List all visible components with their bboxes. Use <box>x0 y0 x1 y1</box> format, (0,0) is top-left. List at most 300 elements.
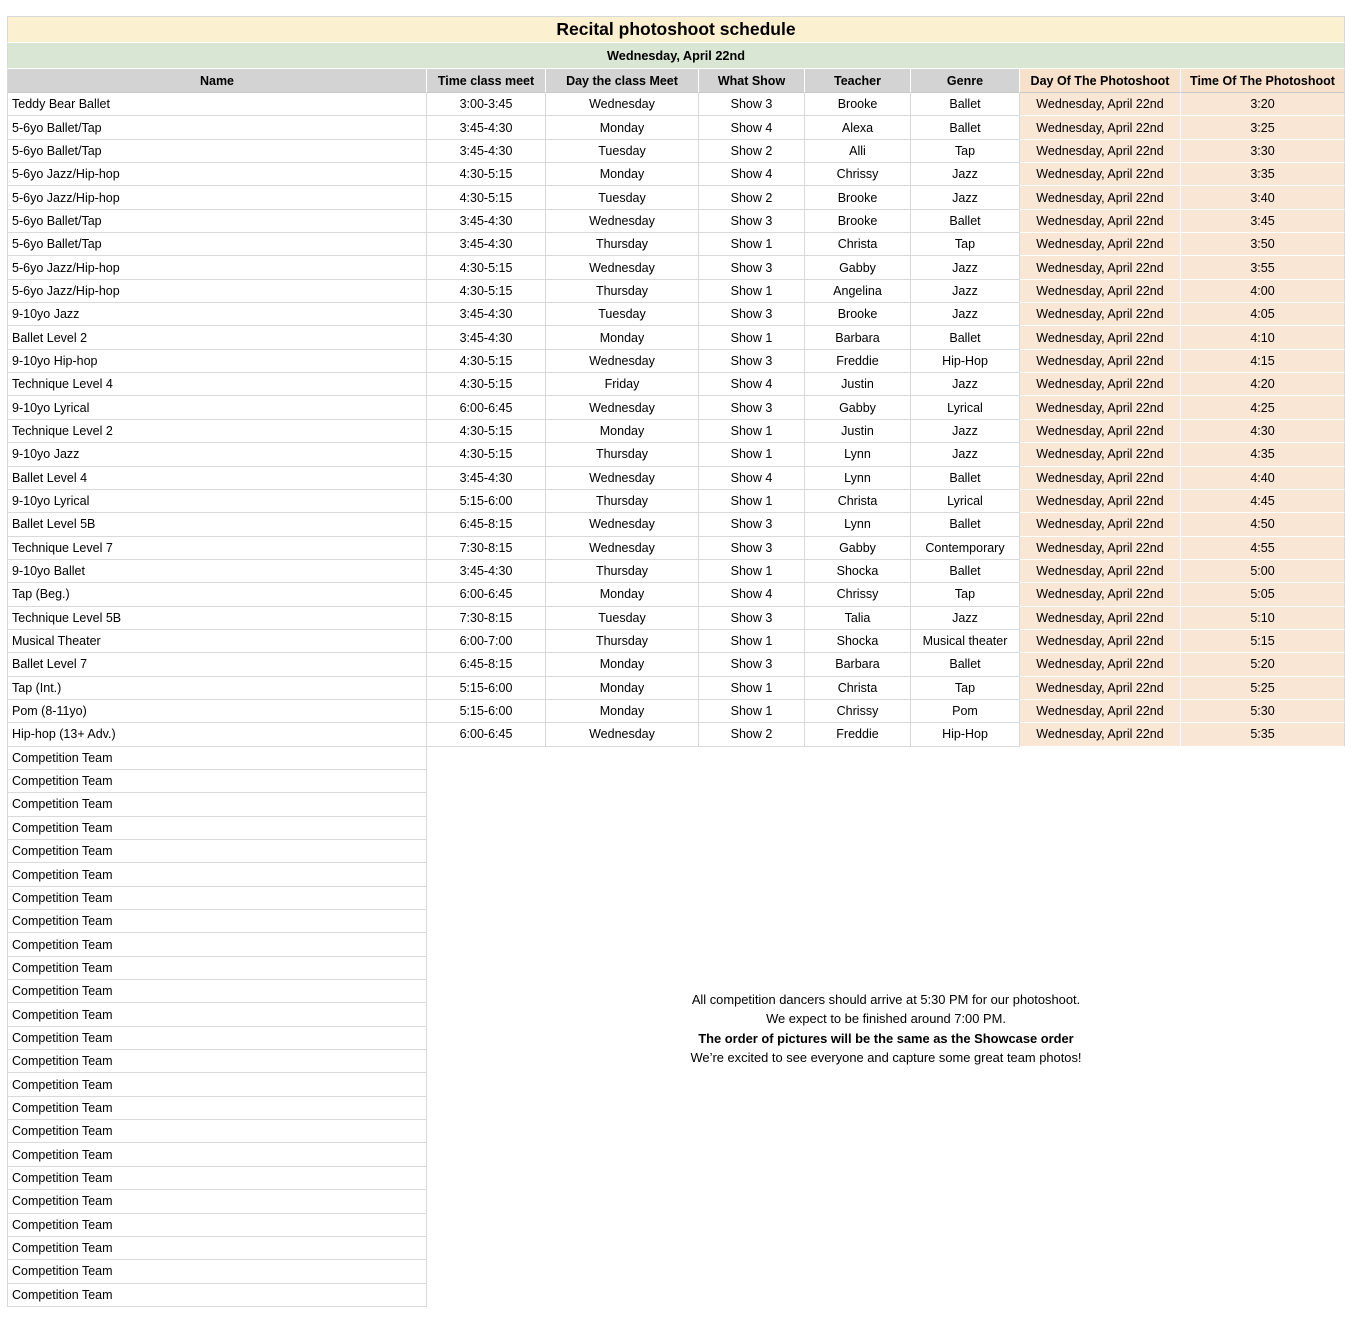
competition-team-row <box>7 887 1345 910</box>
cell-day-class-meet: Wednesday <box>546 210 699 233</box>
cell-time-class-meet: 4:30-5:15 <box>427 163 546 186</box>
cell-photoshoot-day: Wednesday, April 22nd <box>1020 140 1181 163</box>
cell-what-show: Show 2 <box>699 186 805 209</box>
cell-time-class-meet: 3:45-4:30 <box>427 326 546 349</box>
cell-teacher: Brooke <box>805 210 911 233</box>
cell-time-class-meet: 6:00-6:45 <box>427 723 546 746</box>
cell-what-show: Show 1 <box>699 630 805 653</box>
cell-day-class-meet: Monday <box>546 163 699 186</box>
cell-time-class-meet: 5:15-6:00 <box>427 490 546 513</box>
cell-name: Competition Team <box>7 1097 427 1120</box>
cell-day-class-meet: Wednesday <box>546 350 699 373</box>
competition-team-row <box>7 1284 1345 1307</box>
cell-photoshoot-time: 4:40 <box>1181 467 1345 490</box>
competition-team-row <box>7 1167 1345 1190</box>
table-row <box>7 116 1345 139</box>
cell-time-class-meet: 3:45-4:30 <box>427 303 546 326</box>
cell-teacher: Freddie <box>805 723 911 746</box>
page-title: Recital photoshoot schedule <box>7 16 1345 43</box>
cell-name: 5-6yo Jazz/Hip-hop <box>7 186 427 209</box>
cell-name: 9-10yo Lyrical <box>7 396 427 419</box>
column-header-photoshoot-day: Day Of The Photoshoot <box>1020 69 1181 93</box>
cell-photoshoot-time: 4:30 <box>1181 420 1345 443</box>
table-row <box>7 537 1345 560</box>
table-header-row <box>7 69 1345 93</box>
cell-photoshoot-day: Wednesday, April 22nd <box>1020 163 1181 186</box>
competition-team-row <box>7 1097 1345 1120</box>
cell-name: Competition Team <box>7 1214 427 1237</box>
cell-photoshoot-time: 4:10 <box>1181 326 1345 349</box>
table-row <box>7 350 1345 373</box>
cell-genre: Ballet <box>911 93 1020 116</box>
cell-photoshoot-time: 5:15 <box>1181 630 1345 653</box>
cell-photoshoot-day: Wednesday, April 22nd <box>1020 723 1181 746</box>
cell-photoshoot-time: 4:35 <box>1181 443 1345 466</box>
cell-name: Competition Team <box>7 1167 427 1190</box>
competition-team-row <box>7 957 1345 980</box>
table-row <box>7 210 1345 233</box>
cell-name: Competition Team <box>7 1284 427 1307</box>
cell-photoshoot-time: 3:40 <box>1181 186 1345 209</box>
cell-photoshoot-day: Wednesday, April 22nd <box>1020 630 1181 653</box>
column-header-what-show: What Show <box>699 69 805 93</box>
cell-photoshoot-time: 5:30 <box>1181 700 1345 723</box>
competition-team-row <box>7 1260 1345 1283</box>
cell-day-class-meet: Wednesday <box>546 467 699 490</box>
cell-name: Competition Team <box>7 887 427 910</box>
cell-time-class-meet: 4:30-5:15 <box>427 350 546 373</box>
cell-time-class-meet: 3:00-3:45 <box>427 93 546 116</box>
cell-photoshoot-time: 5:35 <box>1181 723 1345 746</box>
schedule-sheet <box>7 16 1345 1307</box>
cell-day-class-meet: Wednesday <box>546 723 699 746</box>
cell-what-show: Show 1 <box>699 700 805 723</box>
competition-team-row <box>7 747 1345 770</box>
cell-photoshoot-day: Wednesday, April 22nd <box>1020 256 1181 279</box>
cell-what-show: Show 1 <box>699 490 805 513</box>
cell-genre: Ballet <box>911 560 1020 583</box>
column-header-time-class-meet: Time class meet <box>427 69 546 93</box>
cell-genre: Jazz <box>911 607 1020 630</box>
cell-day-class-meet: Tuesday <box>546 607 699 630</box>
cell-teacher: Barbara <box>805 653 911 676</box>
cell-photoshoot-day: Wednesday, April 22nd <box>1020 210 1181 233</box>
table-row <box>7 373 1345 396</box>
cell-genre: Jazz <box>911 256 1020 279</box>
table-row <box>7 723 1345 746</box>
cell-what-show: Show 3 <box>699 350 805 373</box>
cell-teacher: Talia <box>805 607 911 630</box>
column-header-name: Name <box>7 69 427 93</box>
table-row <box>7 326 1345 349</box>
cell-name: 9-10yo Lyrical <box>7 490 427 513</box>
cell-photoshoot-time: 3:35 <box>1181 163 1345 186</box>
cell-day-class-meet: Monday <box>546 583 699 606</box>
cell-photoshoot-time: 4:15 <box>1181 350 1345 373</box>
cell-day-class-meet: Wednesday <box>546 256 699 279</box>
cell-photoshoot-day: Wednesday, April 22nd <box>1020 467 1181 490</box>
cell-day-class-meet: Monday <box>546 116 699 139</box>
cell-what-show: Show 1 <box>699 677 805 700</box>
cell-day-class-meet: Tuesday <box>546 186 699 209</box>
cell-what-show: Show 1 <box>699 560 805 583</box>
cell-day-class-meet: Thursday <box>546 280 699 303</box>
table-body <box>7 93 1345 747</box>
cell-photoshoot-time: 4:05 <box>1181 303 1345 326</box>
column-header-teacher: Teacher <box>805 69 911 93</box>
cell-photoshoot-day: Wednesday, April 22nd <box>1020 490 1181 513</box>
cell-genre: Hip-Hop <box>911 350 1020 373</box>
competition-team-row <box>7 1143 1345 1166</box>
cell-teacher: Brooke <box>805 303 911 326</box>
competition-team-row <box>7 1120 1345 1143</box>
cell-teacher: Chrissy <box>805 163 911 186</box>
cell-name: Ballet Level 7 <box>7 653 427 676</box>
cell-teacher: Lynn <box>805 513 911 536</box>
table-row <box>7 443 1345 466</box>
cell-photoshoot-time: 3:45 <box>1181 210 1345 233</box>
table-row <box>7 467 1345 490</box>
cell-time-class-meet: 5:15-6:00 <box>427 700 546 723</box>
cell-photoshoot-time: 3:55 <box>1181 256 1345 279</box>
cell-photoshoot-time: 3:30 <box>1181 140 1345 163</box>
cell-name: Competition Team <box>7 1143 427 1166</box>
cell-name: 5-6yo Ballet/Tap <box>7 116 427 139</box>
cell-name: Ballet Level 4 <box>7 467 427 490</box>
cell-photoshoot-time: 5:00 <box>1181 560 1345 583</box>
table-row <box>7 186 1345 209</box>
table-row <box>7 163 1345 186</box>
cell-genre: Tap <box>911 677 1020 700</box>
cell-what-show: Show 3 <box>699 653 805 676</box>
cell-photoshoot-day: Wednesday, April 22nd <box>1020 677 1181 700</box>
competition-team-row <box>7 817 1345 840</box>
competition-team-row <box>7 1237 1345 1260</box>
cell-time-class-meet: 6:45-8:15 <box>427 513 546 536</box>
cell-name: Competition Team <box>7 1260 427 1283</box>
table-row <box>7 280 1345 303</box>
cell-day-class-meet: Friday <box>546 373 699 396</box>
cell-what-show: Show 3 <box>699 537 805 560</box>
cell-genre: Jazz <box>911 186 1020 209</box>
cell-time-class-meet: 3:45-4:30 <box>427 467 546 490</box>
cell-day-class-meet: Thursday <box>546 233 699 256</box>
cell-genre: Hip-Hop <box>911 723 1020 746</box>
cell-name: 5-6yo Jazz/Hip-hop <box>7 163 427 186</box>
cell-name: Competition Team <box>7 1190 427 1213</box>
cell-photoshoot-day: Wednesday, April 22nd <box>1020 560 1181 583</box>
table-row <box>7 560 1345 583</box>
cell-name: Ballet Level 5B <box>7 513 427 536</box>
cell-name: Competition Team <box>7 770 427 793</box>
cell-name: Competition Team <box>7 1237 427 1260</box>
cell-genre: Jazz <box>911 280 1020 303</box>
cell-name: Tap (Beg.) <box>7 583 427 606</box>
cell-name: Competition Team <box>7 793 427 816</box>
cell-day-class-meet: Monday <box>546 677 699 700</box>
cell-what-show: Show 1 <box>699 233 805 256</box>
cell-name: Musical Theater <box>7 630 427 653</box>
cell-day-class-meet: Wednesday <box>546 396 699 419</box>
cell-teacher: Lynn <box>805 467 911 490</box>
cell-name: Competition Team <box>7 1120 427 1143</box>
cell-name: Technique Level 2 <box>7 420 427 443</box>
cell-what-show: Show 3 <box>699 210 805 233</box>
cell-time-class-meet: 3:45-4:30 <box>427 116 546 139</box>
table-row <box>7 233 1345 256</box>
cell-name: 9-10yo Jazz <box>7 443 427 466</box>
cell-photoshoot-day: Wednesday, April 22nd <box>1020 93 1181 116</box>
column-header-day-class-meet: Day the class Meet <box>546 69 699 93</box>
cell-teacher: Chrissy <box>805 700 911 723</box>
cell-time-class-meet: 5:15-6:00 <box>427 677 546 700</box>
cell-what-show: Show 2 <box>699 140 805 163</box>
competition-team-row <box>7 1190 1345 1213</box>
cell-name: 5-6yo Ballet/Tap <box>7 140 427 163</box>
competition-note <box>427 990 1345 1067</box>
cell-genre: Tap <box>911 233 1020 256</box>
cell-what-show: Show 4 <box>699 467 805 490</box>
cell-teacher: Brooke <box>805 93 911 116</box>
table-row <box>7 677 1345 700</box>
note-line-order: The order of pictures will be the same as the Showcase order <box>698 1030 1074 1046</box>
cell-genre: Pom <box>911 700 1020 723</box>
cell-photoshoot-time: 3:25 <box>1181 116 1345 139</box>
cell-what-show: Show 1 <box>699 420 805 443</box>
cell-photoshoot-time: 4:50 <box>1181 513 1345 536</box>
cell-teacher: Lynn <box>805 443 911 466</box>
competition-team-row <box>7 910 1345 933</box>
cell-genre: Ballet <box>911 467 1020 490</box>
cell-name: Competition Team <box>7 980 427 1003</box>
cell-day-class-meet: Thursday <box>546 443 699 466</box>
table-row <box>7 583 1345 606</box>
cell-genre: Jazz <box>911 443 1020 466</box>
table-row <box>7 607 1345 630</box>
competition-team-row <box>7 863 1345 886</box>
cell-time-class-meet: 4:30-5:15 <box>427 256 546 279</box>
cell-genre: Musical theater <box>911 630 1020 653</box>
cell-photoshoot-day: Wednesday, April 22nd <box>1020 513 1181 536</box>
note-line-arrival: All competition dancers should arrive at 5:30 PM for our photoshoot. <box>691 992 1081 1007</box>
cell-name: Technique Level 4 <box>7 373 427 396</box>
cell-what-show: Show 3 <box>699 607 805 630</box>
cell-day-class-meet: Monday <box>546 653 699 676</box>
cell-what-show: Show 3 <box>699 256 805 279</box>
cell-photoshoot-day: Wednesday, April 22nd <box>1020 373 1181 396</box>
cell-teacher: Gabby <box>805 537 911 560</box>
cell-name: Competition Team <box>7 817 427 840</box>
cell-day-class-meet: Wednesday <box>546 93 699 116</box>
table-row <box>7 303 1345 326</box>
cell-photoshoot-time: 5:20 <box>1181 653 1345 676</box>
competition-team-row <box>7 793 1345 816</box>
cell-name: 9-10yo Jazz <box>7 303 427 326</box>
cell-photoshoot-day: Wednesday, April 22nd <box>1020 116 1181 139</box>
cell-genre: Jazz <box>911 303 1020 326</box>
cell-day-class-meet: Monday <box>546 326 699 349</box>
cell-name: Competition Team <box>7 747 427 770</box>
cell-photoshoot-day: Wednesday, April 22nd <box>1020 326 1181 349</box>
cell-photoshoot-time: 4:20 <box>1181 373 1345 396</box>
date-banner: Wednesday, April 22nd <box>7 43 1345 69</box>
cell-genre: Jazz <box>911 373 1020 396</box>
column-header-photoshoot-time: Time Of The Photoshoot <box>1181 69 1345 93</box>
cell-name: Competition Team <box>7 1050 427 1073</box>
cell-photoshoot-day: Wednesday, April 22nd <box>1020 653 1181 676</box>
cell-name: Technique Level 5B <box>7 607 427 630</box>
table-row <box>7 140 1345 163</box>
cell-day-class-meet: Tuesday <box>546 140 699 163</box>
cell-teacher: Christa <box>805 233 911 256</box>
cell-day-class-meet: Thursday <box>546 490 699 513</box>
cell-name: Competition Team <box>7 957 427 980</box>
competition-team-row <box>7 770 1345 793</box>
cell-day-class-meet: Monday <box>546 700 699 723</box>
cell-name: Competition Team <box>7 1073 427 1096</box>
cell-day-class-meet: Wednesday <box>546 513 699 536</box>
cell-day-class-meet: Wednesday <box>546 537 699 560</box>
cell-photoshoot-time: 3:50 <box>1181 233 1345 256</box>
cell-time-class-meet: 6:00-6:45 <box>427 396 546 419</box>
table-row <box>7 513 1345 536</box>
cell-name: Competition Team <box>7 933 427 956</box>
competition-team-row <box>7 840 1345 863</box>
cell-name: Teddy Bear Ballet <box>7 93 427 116</box>
cell-what-show: Show 2 <box>699 723 805 746</box>
cell-time-class-meet: 7:30-8:15 <box>427 607 546 630</box>
cell-name: 5-6yo Jazz/Hip-hop <box>7 280 427 303</box>
cell-time-class-meet: 3:45-4:30 <box>427 233 546 256</box>
competition-team-row <box>7 1214 1345 1237</box>
cell-teacher: Chrissy <box>805 583 911 606</box>
cell-genre: Ballet <box>911 210 1020 233</box>
cell-photoshoot-day: Wednesday, April 22nd <box>1020 700 1181 723</box>
cell-name: Pom (8-11yo) <box>7 700 427 723</box>
cell-photoshoot-day: Wednesday, April 22nd <box>1020 607 1181 630</box>
cell-teacher: Justin <box>805 420 911 443</box>
cell-what-show: Show 4 <box>699 163 805 186</box>
table-row <box>7 396 1345 419</box>
cell-name: Tap (Int.) <box>7 677 427 700</box>
cell-time-class-meet: 4:30-5:15 <box>427 443 546 466</box>
cell-genre: Ballet <box>911 653 1020 676</box>
cell-genre: Jazz <box>911 163 1020 186</box>
cell-genre: Ballet <box>911 513 1020 536</box>
cell-name: Competition Team <box>7 840 427 863</box>
cell-time-class-meet: 4:30-5:15 <box>427 280 546 303</box>
cell-time-class-meet: 6:00-7:00 <box>427 630 546 653</box>
cell-time-class-meet: 4:30-5:15 <box>427 373 546 396</box>
cell-genre: Lyrical <box>911 490 1020 513</box>
cell-time-class-meet: 3:45-4:30 <box>427 560 546 583</box>
cell-teacher: Alexa <box>805 116 911 139</box>
cell-photoshoot-day: Wednesday, April 22nd <box>1020 280 1181 303</box>
competition-team-row <box>7 933 1345 956</box>
cell-teacher: Brooke <box>805 186 911 209</box>
cell-name: 5-6yo Ballet/Tap <box>7 210 427 233</box>
cell-what-show: Show 1 <box>699 326 805 349</box>
cell-what-show: Show 3 <box>699 396 805 419</box>
cell-teacher: Christa <box>805 677 911 700</box>
cell-name: Ballet Level 2 <box>7 326 427 349</box>
cell-name: 9-10yo Hip-hop <box>7 350 427 373</box>
cell-teacher: Shocka <box>805 560 911 583</box>
cell-photoshoot-day: Wednesday, April 22nd <box>1020 443 1181 466</box>
cell-what-show: Show 4 <box>699 583 805 606</box>
cell-name: Competition Team <box>7 1027 427 1050</box>
cell-name: Competition Team <box>7 1003 427 1026</box>
cell-name: 5-6yo Jazz/Hip-hop <box>7 256 427 279</box>
cell-what-show: Show 3 <box>699 303 805 326</box>
cell-time-class-meet: 3:45-4:30 <box>427 210 546 233</box>
cell-photoshoot-day: Wednesday, April 22nd <box>1020 233 1181 256</box>
cell-name: Competition Team <box>7 863 427 886</box>
table-row <box>7 420 1345 443</box>
cell-what-show: Show 3 <box>699 93 805 116</box>
cell-photoshoot-day: Wednesday, April 22nd <box>1020 303 1181 326</box>
cell-what-show: Show 4 <box>699 373 805 396</box>
cell-photoshoot-day: Wednesday, April 22nd <box>1020 186 1181 209</box>
cell-what-show: Show 4 <box>699 116 805 139</box>
column-header-genre: Genre <box>911 69 1020 93</box>
cell-genre: Tap <box>911 583 1020 606</box>
cell-time-class-meet: 6:45-8:15 <box>427 653 546 676</box>
cell-photoshoot-day: Wednesday, April 22nd <box>1020 537 1181 560</box>
cell-name: Competition Team <box>7 910 427 933</box>
cell-time-class-meet: 4:30-5:15 <box>427 186 546 209</box>
cell-time-class-meet: 3:45-4:30 <box>427 140 546 163</box>
cell-time-class-meet: 4:30-5:15 <box>427 420 546 443</box>
table-row <box>7 490 1345 513</box>
cell-photoshoot-time: 4:25 <box>1181 396 1345 419</box>
cell-day-class-meet: Thursday <box>546 560 699 583</box>
cell-teacher: Barbara <box>805 326 911 349</box>
cell-name: 9-10yo Ballet <box>7 560 427 583</box>
cell-genre: Lyrical <box>911 396 1020 419</box>
cell-day-class-meet: Thursday <box>546 630 699 653</box>
cell-name: 5-6yo Ballet/Tap <box>7 233 427 256</box>
cell-name: Hip-hop (13+ Adv.) <box>7 723 427 746</box>
cell-time-class-meet: 7:30-8:15 <box>427 537 546 560</box>
cell-time-class-meet: 6:00-6:45 <box>427 583 546 606</box>
cell-teacher: Alli <box>805 140 911 163</box>
cell-genre: Tap <box>911 140 1020 163</box>
table-row <box>7 653 1345 676</box>
cell-what-show: Show 1 <box>699 280 805 303</box>
cell-photoshoot-time: 4:00 <box>1181 280 1345 303</box>
cell-teacher: Justin <box>805 373 911 396</box>
table-row <box>7 630 1345 653</box>
cell-day-class-meet: Tuesday <box>546 303 699 326</box>
cell-genre: Jazz <box>911 420 1020 443</box>
cell-day-class-meet: Monday <box>546 420 699 443</box>
cell-teacher: Angelina <box>805 280 911 303</box>
note-line-finish: We expect to be finished around 7:00 PM. <box>766 1011 1006 1027</box>
cell-teacher: Freddie <box>805 350 911 373</box>
cell-teacher: Christa <box>805 490 911 513</box>
cell-teacher: Gabby <box>805 396 911 419</box>
cell-what-show: Show 3 <box>699 513 805 536</box>
cell-photoshoot-time: 4:55 <box>1181 537 1345 560</box>
cell-genre: Contemporary <box>911 537 1020 560</box>
cell-genre: Ballet <box>911 326 1020 349</box>
cell-photoshoot-day: Wednesday, April 22nd <box>1020 583 1181 606</box>
table-row <box>7 700 1345 723</box>
cell-photoshoot-day: Wednesday, April 22nd <box>1020 350 1181 373</box>
cell-what-show: Show 1 <box>699 443 805 466</box>
table-row <box>7 93 1345 116</box>
